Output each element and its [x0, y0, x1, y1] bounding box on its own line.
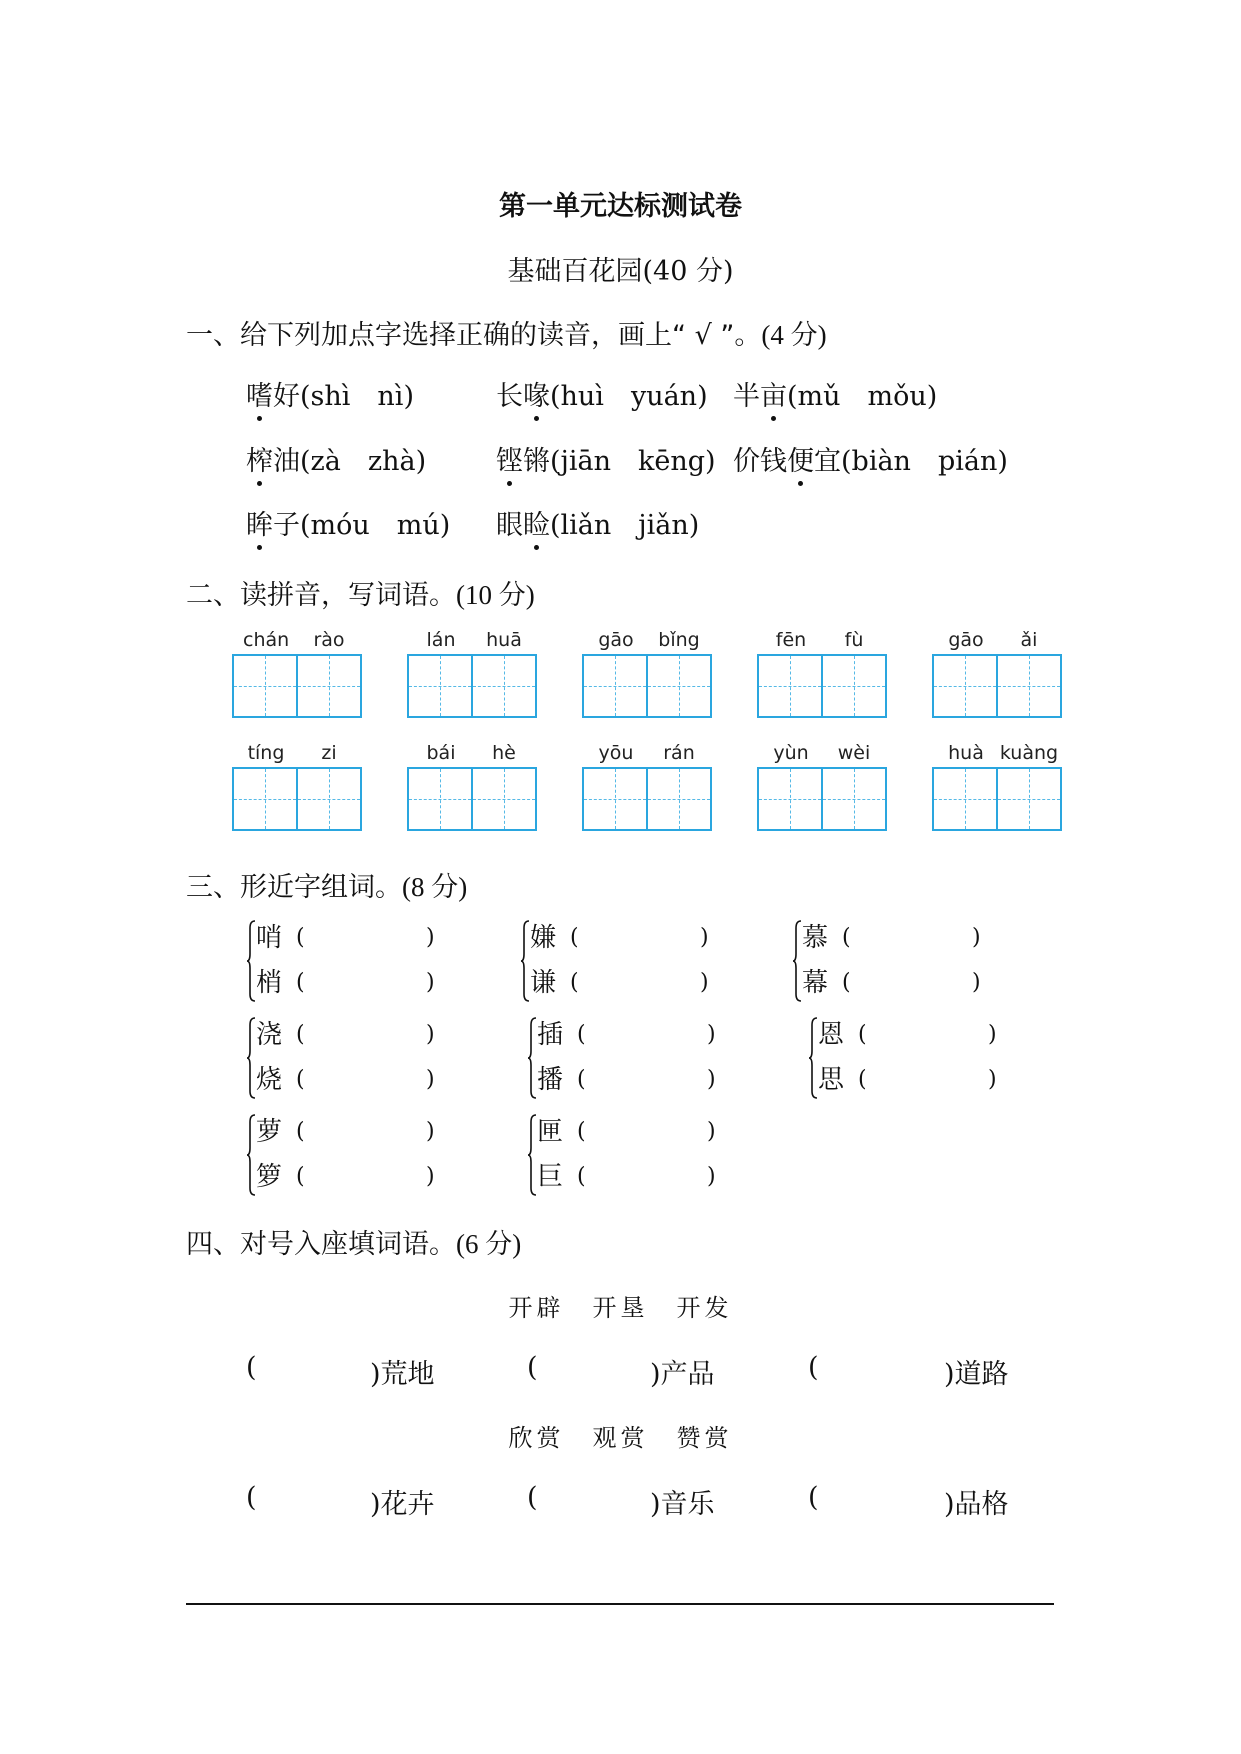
writing-grid[interactable]	[232, 767, 362, 831]
word-choices-2: 欣赏 观赏 赞赏	[508, 1424, 733, 1452]
writing-grid[interactable]	[757, 654, 887, 718]
writing-grid[interactable]	[582, 767, 712, 831]
char-row	[256, 1157, 435, 1197]
grid-cell[interactable]	[473, 656, 535, 716]
answer-blank[interactable]	[586, 920, 696, 956]
answer-blank[interactable]	[822, 1352, 942, 1386]
pinyin-2: zi	[321, 742, 337, 764]
char-row	[256, 1060, 435, 1100]
answer-blank[interactable]	[586, 965, 696, 1001]
char-row	[537, 1112, 716, 1152]
target-word: 道路	[954, 1359, 1009, 1390]
dotted-char: 嗜	[246, 374, 273, 413]
pinyin-2: huā	[486, 629, 522, 651]
pinyin-1: bái	[426, 742, 456, 764]
reading-options[interactable]: (jiān kēng)	[550, 446, 716, 477]
word-pre: 长	[496, 381, 523, 412]
char-row	[256, 918, 435, 958]
pinyin-1: tíng	[247, 742, 285, 764]
close-paren: )	[707, 1164, 716, 1189]
pinyin-2: rào	[313, 629, 345, 651]
close-paren: )	[370, 1489, 381, 1520]
grid-cell[interactable]	[409, 769, 473, 829]
char: 恩	[818, 1020, 845, 1050]
answer-blank[interactable]	[822, 1482, 942, 1516]
reading-options[interactable]: (móu mú)	[300, 510, 451, 541]
brace-icon	[808, 1017, 818, 1099]
answer-blank[interactable]	[874, 1062, 984, 1098]
char: 谦	[530, 968, 557, 998]
open-paren: (	[296, 1022, 305, 1047]
grid-cell[interactable]	[298, 656, 360, 716]
char: 哨	[256, 923, 283, 953]
open-paren: (	[577, 1164, 586, 1189]
word-choices-1: 开辟 开垦 开发	[508, 1294, 733, 1322]
close-paren: )	[370, 1359, 381, 1390]
pinyin-choice-item	[496, 503, 699, 542]
pinyin-choice-item	[496, 374, 708, 413]
char-pair	[520, 918, 720, 1004]
open-paren: (	[527, 1482, 538, 1513]
close-paren-word	[944, 1352, 1009, 1391]
answer-blank[interactable]	[541, 1352, 648, 1386]
close-paren-word	[370, 1482, 435, 1521]
word-pre: 眼	[496, 510, 523, 541]
grid-cell[interactable]	[584, 656, 648, 716]
pinyin-2: ǎi	[1020, 629, 1038, 651]
section1-heading: 一、给下列加点字选择正确的读音，画上“ √ ”。(4 分)	[186, 320, 827, 351]
pinyin-1: chán	[243, 629, 290, 651]
grid-cell[interactable]	[934, 656, 998, 716]
writing-grid[interactable]	[582, 654, 712, 718]
close-paren: )	[426, 1067, 435, 1092]
close-paren: )	[426, 970, 435, 995]
close-paren: )	[972, 970, 981, 995]
char: 思	[818, 1065, 845, 1095]
char: 播	[537, 1065, 564, 1095]
open-paren: (	[842, 970, 851, 995]
close-paren: )	[426, 925, 435, 950]
char: 匣	[537, 1117, 564, 1147]
reading-options[interactable]: (huì yuán)	[550, 381, 708, 412]
char-pair	[527, 1112, 727, 1198]
word-post: 子	[273, 510, 300, 541]
answer-blank[interactable]	[312, 965, 422, 1001]
open-paren: (	[296, 1119, 305, 1144]
dotted-char: 眸	[246, 503, 273, 542]
char-row	[537, 1060, 716, 1100]
open-paren: (	[577, 1067, 586, 1092]
answer-blank[interactable]	[874, 1017, 984, 1053]
pinyin-1: lán	[426, 629, 456, 651]
char-row	[530, 963, 709, 1003]
grid-cell[interactable]	[823, 769, 885, 829]
open-paren: (	[296, 925, 305, 950]
close-paren: )	[988, 1022, 997, 1047]
close-paren-word	[650, 1352, 715, 1391]
answer-blank[interactable]	[312, 1114, 422, 1150]
char: 巨	[537, 1162, 564, 1192]
char-row	[802, 963, 981, 1003]
char-row	[802, 918, 981, 958]
char-pair	[246, 1112, 446, 1198]
pinyin-2: wèi	[837, 742, 871, 764]
pinyin-choice-item	[733, 439, 1008, 478]
word-pre: 价钱	[733, 446, 787, 477]
word-pre: 半	[733, 381, 760, 412]
writing-grid[interactable]	[757, 767, 887, 831]
pinyin-1: yùn	[773, 742, 809, 764]
answer-blank[interactable]	[858, 965, 968, 1001]
reading-options[interactable]: (liǎn jiǎn)	[550, 510, 700, 541]
char: 烧	[256, 1065, 283, 1095]
close-paren: )	[426, 1164, 435, 1189]
answer-blank[interactable]	[593, 1062, 703, 1098]
target-word: 品格	[954, 1489, 1009, 1520]
open-paren: (	[570, 925, 579, 950]
pinyin-choice-item	[246, 439, 426, 478]
char-row	[818, 1015, 997, 1055]
char: 慕	[802, 923, 829, 953]
dotted-char: 喙	[523, 374, 550, 413]
dotted-char: 便	[787, 439, 814, 478]
brace-icon	[527, 1017, 537, 1099]
grid-cell[interactable]	[648, 769, 710, 829]
answer-blank[interactable]	[593, 1017, 703, 1053]
dotted-char: 榨	[246, 439, 273, 478]
char-pair	[792, 918, 992, 1004]
writing-grid[interactable]	[932, 767, 1062, 831]
char-row	[818, 1060, 997, 1100]
open-paren: (	[527, 1352, 538, 1383]
reading-options[interactable]: (shì nì)	[300, 381, 414, 412]
open-paren: (	[246, 1482, 257, 1513]
target-word: 荒地	[380, 1359, 435, 1390]
brace-icon	[520, 920, 530, 1002]
open-paren: (	[296, 1067, 305, 1092]
word-post: 宜	[814, 446, 841, 477]
grid-cell[interactable]	[998, 656, 1060, 716]
target-word: 花卉	[380, 1489, 435, 1520]
answer-blank[interactable]	[312, 1017, 422, 1053]
pinyin-choice-item	[733, 374, 937, 413]
page-title: 第一单元达标测试卷	[499, 191, 742, 222]
pinyin-2: bǐng	[658, 629, 700, 651]
page-subtitle: 基础百花园(40 分)	[507, 256, 734, 287]
open-paren: (	[577, 1119, 586, 1144]
char-pair	[246, 1015, 446, 1101]
char-row	[537, 1157, 716, 1197]
pinyin-2: rán	[663, 742, 695, 764]
writing-grid[interactable]	[232, 654, 362, 718]
brace-icon	[246, 1017, 256, 1099]
pinyin-2: fù	[844, 629, 864, 651]
char-pair	[246, 918, 446, 1004]
brace-icon	[527, 1114, 537, 1196]
close-paren: )	[707, 1022, 716, 1047]
target-word: 音乐	[660, 1489, 715, 1520]
brace-icon	[246, 920, 256, 1002]
close-paren: )	[944, 1359, 955, 1390]
reading-options[interactable]: (biàn pián)	[841, 446, 1008, 477]
pinyin-1: gāo	[598, 629, 634, 651]
writing-grid[interactable]	[407, 767, 537, 831]
char-row	[256, 1015, 435, 1055]
grid-cell[interactable]	[584, 769, 648, 829]
pinyin-choice-item	[496, 439, 716, 478]
open-paren: (	[858, 1067, 867, 1092]
char-row	[530, 918, 709, 958]
answer-blank[interactable]	[260, 1482, 368, 1516]
close-paren: )	[426, 1022, 435, 1047]
section4-heading: 四、对号入座填词语。(6 分)	[186, 1229, 522, 1260]
close-paren-word	[650, 1482, 715, 1521]
pinyin-1: fēn	[775, 629, 807, 651]
char: 嫌	[530, 923, 557, 953]
char: 萝	[256, 1117, 283, 1147]
open-paren: (	[296, 1164, 305, 1189]
grid-cell[interactable]	[298, 769, 360, 829]
pinyin-2: hè	[492, 742, 516, 764]
pinyin-1: gāo	[948, 629, 984, 651]
char: 箩	[256, 1162, 283, 1192]
dotted-char: 亩	[760, 374, 787, 413]
section2-heading: 二、读拼音，写词语。(10 分)	[186, 580, 535, 611]
reading-options[interactable]: (zà zhà)	[300, 446, 427, 477]
close-paren: )	[700, 970, 709, 995]
answer-blank[interactable]	[312, 1159, 422, 1195]
close-paren: )	[650, 1489, 661, 1520]
open-paren: (	[570, 970, 579, 995]
open-paren: (	[808, 1352, 819, 1383]
word-post: 锵	[523, 446, 550, 477]
char: 幕	[802, 968, 829, 998]
dotted-char: 铿	[496, 439, 523, 478]
pinyin-choice-item	[246, 503, 450, 542]
word-post: 油	[273, 446, 300, 477]
answer-blank[interactable]	[312, 1062, 422, 1098]
pinyin-2: kuàng	[999, 742, 1059, 764]
close-paren-word	[944, 1482, 1009, 1521]
close-paren: )	[707, 1067, 716, 1092]
grid-cell[interactable]	[823, 656, 885, 716]
char-pair	[527, 1015, 727, 1101]
char: 梢	[256, 968, 283, 998]
brace-icon	[792, 920, 802, 1002]
answer-blank[interactable]	[541, 1482, 648, 1516]
pinyin-1: huà	[948, 742, 984, 764]
close-paren: )	[707, 1119, 716, 1144]
close-paren: )	[426, 1119, 435, 1144]
brace-icon	[246, 1114, 256, 1196]
char: 插	[537, 1020, 564, 1050]
writing-grid[interactable]	[407, 654, 537, 718]
grid-cell[interactable]	[234, 769, 298, 829]
open-paren: (	[296, 970, 305, 995]
close-paren: )	[972, 925, 981, 950]
grid-cell[interactable]	[998, 769, 1060, 829]
open-paren: (	[577, 1022, 586, 1047]
char: 浇	[256, 1020, 283, 1050]
answer-blank[interactable]	[858, 920, 968, 956]
char-row	[256, 963, 435, 1003]
reading-options[interactable]: (mǔ mǒu)	[787, 381, 938, 412]
grid-cell[interactable]	[934, 769, 998, 829]
dotted-char: 睑	[523, 503, 550, 542]
bottom-rule	[186, 1603, 1054, 1605]
close-paren-word	[370, 1352, 435, 1391]
grid-cell[interactable]	[648, 656, 710, 716]
answer-blank[interactable]	[312, 920, 422, 956]
char-pair	[808, 1015, 1008, 1101]
char-row	[256, 1112, 435, 1152]
close-paren: )	[700, 925, 709, 950]
target-word: 产品	[660, 1359, 715, 1390]
grid-cell[interactable]	[473, 769, 535, 829]
open-paren: (	[858, 1022, 867, 1047]
grid-cell[interactable]	[759, 769, 823, 829]
char-row	[537, 1015, 716, 1055]
writing-grid[interactable]	[932, 654, 1062, 718]
grid-cell[interactable]	[234, 656, 298, 716]
grid-cell[interactable]	[409, 656, 473, 716]
answer-blank[interactable]	[260, 1352, 368, 1386]
close-paren: )	[944, 1489, 955, 1520]
word-post: 好	[273, 381, 300, 412]
open-paren: (	[246, 1352, 257, 1383]
pinyin-1: yōu	[598, 742, 634, 764]
close-paren: )	[988, 1067, 997, 1092]
grid-cell[interactable]	[759, 656, 823, 716]
close-paren: )	[650, 1359, 661, 1390]
open-paren: (	[808, 1482, 819, 1513]
section3-heading: 三、形近字组词。(8 分)	[186, 872, 468, 903]
answer-blank[interactable]	[593, 1114, 703, 1150]
answer-blank[interactable]	[593, 1159, 703, 1195]
pinyin-choice-item	[246, 374, 414, 413]
open-paren: (	[842, 925, 851, 950]
